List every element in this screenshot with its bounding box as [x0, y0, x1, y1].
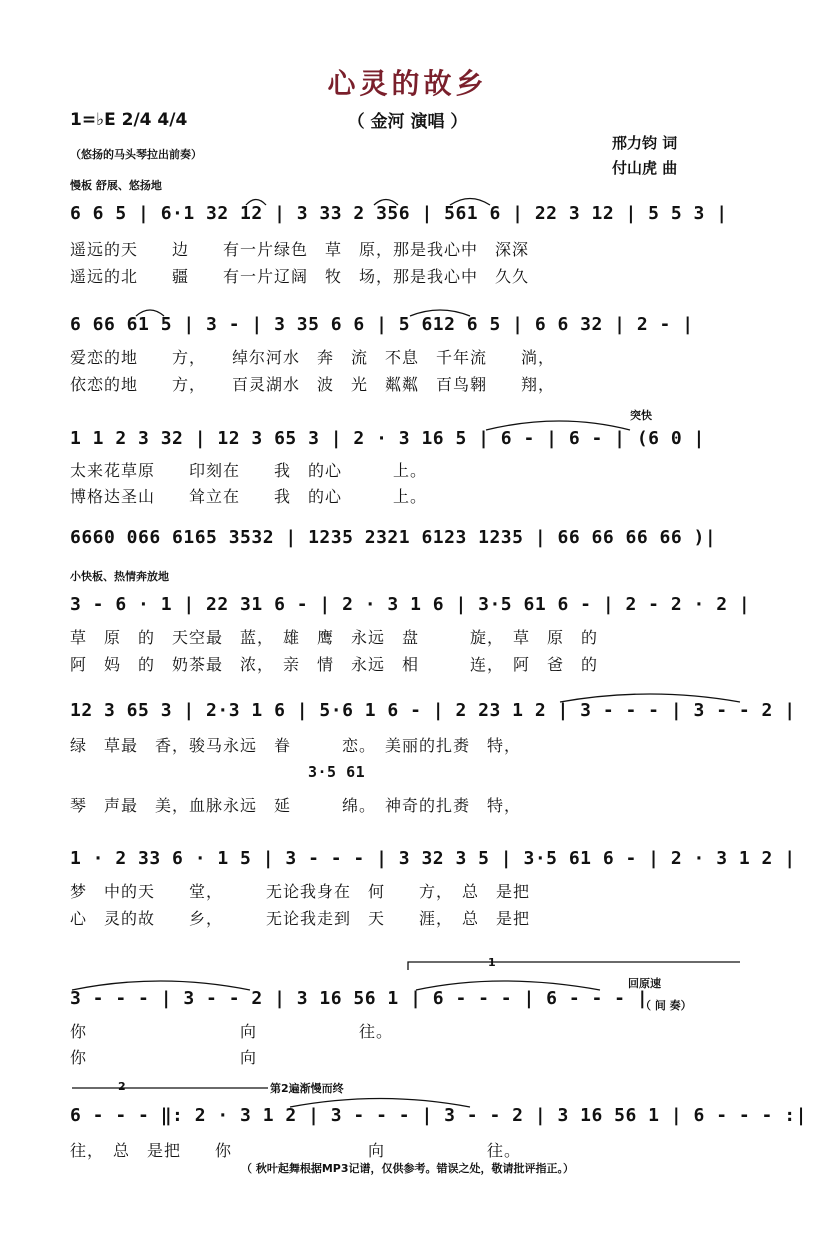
tie [290, 1099, 470, 1108]
slur [136, 310, 164, 316]
notation-line-6: 12 3 65 3 | 2·3 1 6 | 5·6 1 6 - | 2 23 1 2 | 3 - - - | 3 - - 2 | [70, 700, 796, 721]
lyric-line-5-verse-2: 阿 妈 的 奶茶最 浓， 亲 情 永远 相 连， 阿 爸 的 [70, 655, 599, 674]
lyric-line-2-verse-1: 爱恋的地 方， 绰尔河水 奔 流 不息 千年流 淌， [70, 348, 556, 367]
lyric-line-2-verse-2: 依恋的地 方， 百灵湖水 波 光 粼粼 百鸟翱 翔， [70, 375, 556, 394]
notation-line-2: 6 66 61 5 | 3 - | 3 35 6 6 | 5 612 6 5 | 6 6 32 | 2 - | [70, 314, 694, 335]
lyricist-credit: 邢力钧 词 [612, 134, 678, 152]
tie [486, 421, 630, 430]
volta-1-label: 1 [488, 956, 496, 969]
lyric-line-7-verse-1: 梦 中的天 堂， 无论我身在 何 方， 总 是把 [70, 882, 531, 901]
composer-credit: 付山虎 曲 [612, 159, 678, 177]
notation-line-8: 3 - - - | 3 - - 2 | 3 16 56 1 | 6 - - - | 6 - - - | [70, 988, 649, 1009]
ending-note: 第2遍渐慢而终 [270, 1082, 344, 1095]
lyric-line-8-verse-2: 你 向 [70, 1048, 258, 1067]
notation-line-7: 1 · 2 33 6 · 1 5 | 3 - - - | 3 32 3 5 | 3·5 61 6 - | 2 · 3 1 2 | [70, 848, 796, 869]
key-signature: 1=♭E 2/4 4/4 [70, 110, 188, 130]
notation-line-1: 6 6 5 | 6·1 32 12 | 3 33 2 356 | 561 6 | 22 3 12 | 5 5 3 | [70, 203, 728, 224]
slur [246, 200, 266, 206]
song-title: 心灵的故乡 [327, 67, 488, 100]
tie [72, 981, 250, 990]
notation-line-9: 6 - - - ‖: 2 · 3 1 2 | 3 - - - | 3 - - 2 | 3 16 56 1 | 6 - - - :| [70, 1105, 807, 1126]
lyric-line-1-verse-1: 遥远的天 边 有一片绿色 草 原，那是我心中 深深 [70, 240, 530, 259]
slur [450, 199, 490, 206]
lyric-line-5-verse-1: 草 原 的 天空最 蓝， 雄 鹰 永远 盘 旋， 草 原 的 [70, 628, 599, 647]
tempo-marking-1: 慢板 舒展、悠扬地 [70, 179, 162, 192]
lyric-line-9-verse-1: 往， 总 是把 你 向 往。 [70, 1141, 522, 1160]
slur [410, 310, 470, 316]
footer-note: （ 秋叶起舞根据MP3记谱，仅供参考。错误之处，敬请批评指正。） [241, 1162, 574, 1175]
lyric-line-6-verse-2: 琴 声最 美，血脉永远 延 绵。 神奇的扎赉 特， [70, 796, 522, 815]
notation-line-4: 6660 066 6165 3532 | 1235 2321 6123 1235 | 66 66 66 66 )| [70, 527, 717, 548]
notation-line-3: 1 1 2 3 32 | 12 3 65 3 | 2 · 3 16 5 | 6 - | 6 - | (6 0 | [70, 428, 705, 449]
sudden-fast-marking: 突快 [630, 409, 652, 422]
tie [416, 981, 600, 990]
lyric-line-1-verse-2: 遥远的北 疆 有一片辽阔 牧 场，那是我心中 久久 [70, 267, 530, 286]
lyric-line-8-verse-1: 你 向 往。 [70, 1022, 394, 1041]
notation-alt-fragment: 3·5 61 [308, 763, 366, 781]
lyric-line-6-verse-1: 绿 草最 香，骏马永远 眷 恋。 美丽的扎赉 特， [70, 736, 522, 755]
volta-2-label: 2 [118, 1080, 126, 1093]
slur [374, 200, 398, 206]
lyric-line-7-verse-2: 心 灵的故 乡， 无论我走到 天 涯， 总 是把 [70, 909, 531, 928]
interlude-marking: （ 间 奏） [640, 999, 692, 1012]
return-tempo-marking: 回原速 [628, 977, 661, 990]
tempo-marking-2: 小快板、热情奔放地 [70, 570, 169, 583]
notation-line-5: 3 - 6 · 1 | 22 31 6 - | 2 · 3 1 6 | 3·5 61 6 - | 2 - 2 · 2 | [70, 594, 751, 615]
singer-credit: （ 金河 演唱 ） [347, 112, 468, 132]
volta-1-bracket [408, 962, 740, 970]
intro-note: （悠扬的马头琴拉出前奏） [70, 148, 202, 161]
tie [560, 694, 740, 702]
lyric-line-3-verse-2: 博格达圣山 耸立在 我 的心 上。 [70, 487, 428, 506]
lyric-line-3-verse-1: 太来花草原 印刻在 我 的心 上。 [70, 461, 428, 480]
